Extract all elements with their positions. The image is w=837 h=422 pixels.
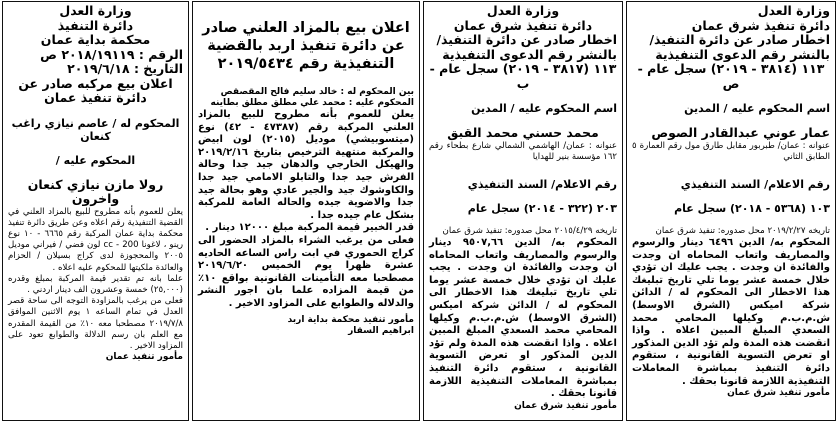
notice-body: المحكوم به/ الدين ٩٥٠٧,٦٦ دينار والرسوم والمصاريف واتعاب المحاماه ان وجدت والفائدة ان وجدت . يجب عليك ان تؤدي خلال خمسة عشر يوما تلي تاريخ تبليغك هذا الاخطار الى المحكوم له / الدائن شركة اميكس (الشرق الاوسط) ش.م.ب.م وكيلها المحامي محمد السعدي المبلغ المبين اعلاه . واذا انقضت هذه المدة ولم تؤد الدين المذكور او تعرض التسوية القانونية ، ستقوم دائرة التنفيذ بمباشرة المعاملات التنفيذية اللازمة قانونا بحقك . xyxy=(429,237,618,400)
auction-title: اعلان بيع بالمزاد العلني صادر عن دائرة تنفيذ اربد بالقضية التنفيذية رقم ٢٠١٩/٥٤٣٤ xyxy=(202,19,410,72)
auction-instructions: فعلى من يرغب بالمزاودة التوجه الى ساحة قصر العدل في تمام الساعه ١ يوم الاثنين الموافق ٢٠١٩/٧/٨ مصطحبا معه ١٠٪ من القيمة المقدره مع العلم بان رسم الدلالة والطوابع تعود على المزاود الاخير . xyxy=(8,296,183,351)
date-line: تاريخه ٢٠١٩/٢/٢٧ محل صدوره: تنفيذ شرق عمان xyxy=(655,225,830,236)
auction-instructions: فعلى من يرغب الشراء بالمزاد الحضور الى كراج الحموري في ابت راس الساعه الحاديه عشرة ظهرا يوم الخميس ٢٠١٩/٦/٢٠ مصطحبا معه التأمينات القانونية بواقع ١٠٪ من قيمة المزاده علما بان اجور النشر والدلاله والطوابع على المزاود الاخير . xyxy=(198,234,414,309)
creditor-line: بين المحكوم له : خالد سليم فالح المقصقص xyxy=(220,87,414,97)
debtor-address: عنوانه : عمان/ الهاشمي الشمالي شارع بطحاء رقم ١٦٢ مؤسسة بنير للهدايا xyxy=(429,140,617,162)
notice-date: التاريخ : ٢٠١٩/٦/١٨ xyxy=(67,61,183,76)
auction-body: يعلن للعموم بأنه مطروح للبيع بالمزاد العلني في القضية التنفيذية رقم اعلاه وعن طريق دائرة تنفيذ محكمة بداية عمان المركبة رقم ٦٦٦٥ - ١٠ نوع رينو ، لاغونا cc - 200 لون فضي / فيراني موديل ٢٠٠٥ والمحجوزة لدى كراج بسيلان / الحزام والعائدة ملكيتها للمحكوم عليه اعلاه . xyxy=(8,206,183,273)
notice-column-4 xyxy=(2,1,189,421)
bond-number: ١٠٣ (٥٣٦٨ - ٢٠١٨) سجل عام xyxy=(674,201,830,215)
reference-number: الرقم : ٢٠١٨/١٩١١٩ ص xyxy=(40,46,183,62)
notice-column-2 xyxy=(423,1,623,421)
date-line: تاريخه ٢٠١٥/٤/٢٩ محل صدوره: تنفيذ شرق عمان xyxy=(442,225,617,236)
bond-number: ٢٠٣ (٣٢٢ - ٢٠١٤) سجل عام xyxy=(467,201,617,215)
signature: مأمور تنفيذ شرق عمان xyxy=(727,388,830,399)
debtor-label: اسم المحكوم عليه / المدين xyxy=(684,102,830,115)
court-title: محكمة بداية عمان xyxy=(40,32,151,47)
notice-heading: اعلان بيع مركبه صادر عن دائرة تنفيذ عمان xyxy=(18,75,173,105)
valuation-line: قدر الخبير قيمة المركبة مبلغ ١٢٠٠٠ دينار . xyxy=(205,222,414,234)
auction-body: يعلن للعموم بأنه مطروح للبيع بالمزاد العلني المركبة رقم (٤٧٣٨٧ - ٤٢) نوع (ميتسوبيشي) موديل (٢٠١٥) لون ابيض والمركبة منتهية الترخيص بتاريخ ٢٠١٩/٢/١٦ والهيكل الخارجي والدهان جيد جدا وحالة الفرش جيد جدا والتابلو الامامي جيد جدا والكاوشوك جيد والجير عادي وهو بحالة جيد جدا والاضوية جيده والحاله العامة للمركبة بشكل عام جيده جدا . xyxy=(198,109,414,221)
notice-column-3 xyxy=(192,1,420,421)
ministry-title: وزارة العدل xyxy=(757,3,830,18)
valuation-line: علما بانه تم تقدير قيمة المركبة بمبلغ وقدره (٢٥,٠٠٠) خمسة وعشرون الف دينار اردني . xyxy=(8,273,183,295)
signature: مأمور تنفيذ عمان xyxy=(105,352,183,363)
debtor-name: رولا مازن نيازي كنعان واخرون xyxy=(27,176,164,206)
department-title: دائرة تنفيذ شرق عمان xyxy=(691,17,830,33)
notice-title: اخطار صادر عن دائرة التنفيذ/بالنشر رقم الدعوى التنفيذية xyxy=(649,32,830,62)
creditor-line: المحكوم له / عاصم نيازي راغب كنعان xyxy=(11,116,180,143)
debtor-label: اسم المحكوم عليه / المدين xyxy=(471,102,617,115)
signature-title: مأمور تنفيذ محكمة بداية اربد xyxy=(287,314,414,325)
notice-body: المحكوم به/ الدين ٦٤٩٦ دينار والرسوم والمصاريف واتعاب المحاماه ان وجدت والفائدة ان وجدت . يجب عليك ان تؤدي خلال خمسة عشر يوما تلي تاريخ تبليغك هذا الاخطار الى المحكوم له / الدائن شركة اميكس (الشرق الاوسط) ش.م.ب.م وكيلها المحامي محمد السعدي المبلغ المبين اعلاه . واذا انقضت هذه المدة ولم تؤد الدين المذكور او تعرض التسوية القانونية ، ستقوم دائرة التنفيذ بمباشرة المعاملات التنفيذية اللازمة قانونا بحقك . xyxy=(632,237,830,387)
notice-column-1 xyxy=(626,1,836,421)
debtor-name: عمار عوني عبدالقادر الصوص xyxy=(651,125,830,140)
ministry-title: وزارة العدل xyxy=(486,3,560,18)
notice-title: اخطار صادر عن دائرة التنفيذ/بالنشر رقم الدعوى التنفيذية xyxy=(436,32,617,62)
bond-label: رقم الاعلام/ السند التنفيذي xyxy=(680,177,830,191)
debtor-address: عنوانه : عمان/ طبربور مقابل طارق مول رقم العمارة ٥ الطابق الثاني xyxy=(632,140,830,162)
debtor-label: المحكوم عليه / xyxy=(55,153,136,167)
signature-name: ابراهيم السقار xyxy=(348,325,414,336)
signature: مأمور تنفيذ شرق عمان xyxy=(514,400,617,411)
bond-label: رقم الاعلام/ السند التنفيذي xyxy=(467,177,617,191)
debtor-line: المحكوم عليه : محمد علي مطلق مطلق بطاينه xyxy=(210,98,414,108)
debtor-name: محمد حسني محمد القبق xyxy=(447,125,599,140)
case-number: ١١٣ (٣٨١٤ - ٢٠١٩) سجل عام - ص xyxy=(637,61,825,91)
case-number: ١١٣ (٣٨١٧ - ٢٠١٩) سجل عام - ب xyxy=(429,61,617,91)
department-title: دائرة تنفيذ شرق عمان xyxy=(453,17,593,33)
department-title: دائرة التنفيذ xyxy=(57,17,134,33)
ministry-title: وزارة العدل xyxy=(59,3,132,18)
